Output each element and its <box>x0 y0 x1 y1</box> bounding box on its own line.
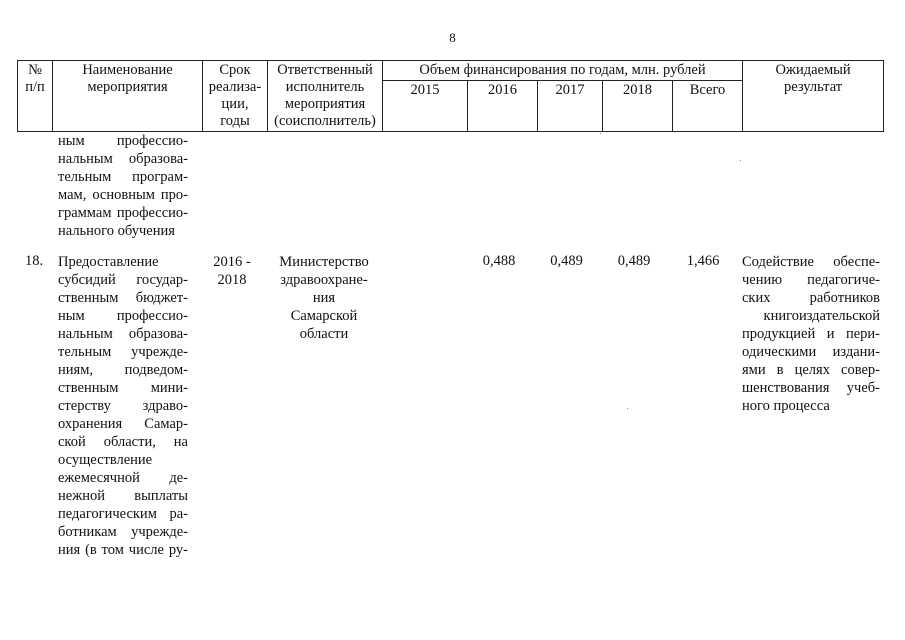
header-num: № п/п <box>18 61 53 132</box>
value-2017: 0,489 <box>550 253 583 269</box>
header-year-2017: 2017 <box>538 81 603 132</box>
header-result: Ожидаемый результат <box>743 61 884 132</box>
continued-name-text: ным профессио- нальным образова- тельным програм- мам, основным про- граммам профессио- нального обучения <box>58 133 188 239</box>
header-year-2018: 2018 <box>603 81 673 132</box>
scan-dot <box>740 160 741 161</box>
scan-dot <box>627 408 628 409</box>
header-year-2016: 2016 <box>468 81 538 132</box>
header-term: Срок реализа- ции, годы <box>203 61 268 132</box>
page-number: 8 <box>449 30 456 45</box>
scan-dot <box>600 133 601 134</box>
row-number: 18. <box>24 253 44 269</box>
row-term: 2016 - 2018 <box>213 254 251 288</box>
header-name: Наименование мероприятия <box>53 61 203 132</box>
header-executor: Ответственный исполнитель мероприятия (соисполнитель) <box>268 61 383 132</box>
value-total: 1,466 <box>686 253 720 269</box>
row-name: Предоставление субсидий государ- ственным бюджет- ным профессио- нальным образова- тельным учрежде- ниям, подведом- ственным мини- стерству здраво- охранения Самар- ской области, на осуществление ежемесячной де- нежной выплаты педагогическим ра- ботникам учрежде- ния (в том числе ру- <box>58 254 188 558</box>
header-year-2015: 2015 <box>383 81 468 132</box>
row-result: Содействие обеспе- чению педагогиче- ских работников книгоиздательской продукцией и пери- одическими издани- ями в целях совер- шенствования учеб- ного процесса <box>742 254 880 414</box>
row-executor: Министерство здравоохране- ния Самарской области <box>279 254 369 342</box>
header-financing: Объем финансирования по годам, млн. рублей <box>383 61 743 81</box>
header-table <box>17 60 884 132</box>
value-2018: 0,489 <box>617 253 651 269</box>
header-total: Всего <box>673 81 743 132</box>
value-2016: 0,488 <box>482 253 516 269</box>
